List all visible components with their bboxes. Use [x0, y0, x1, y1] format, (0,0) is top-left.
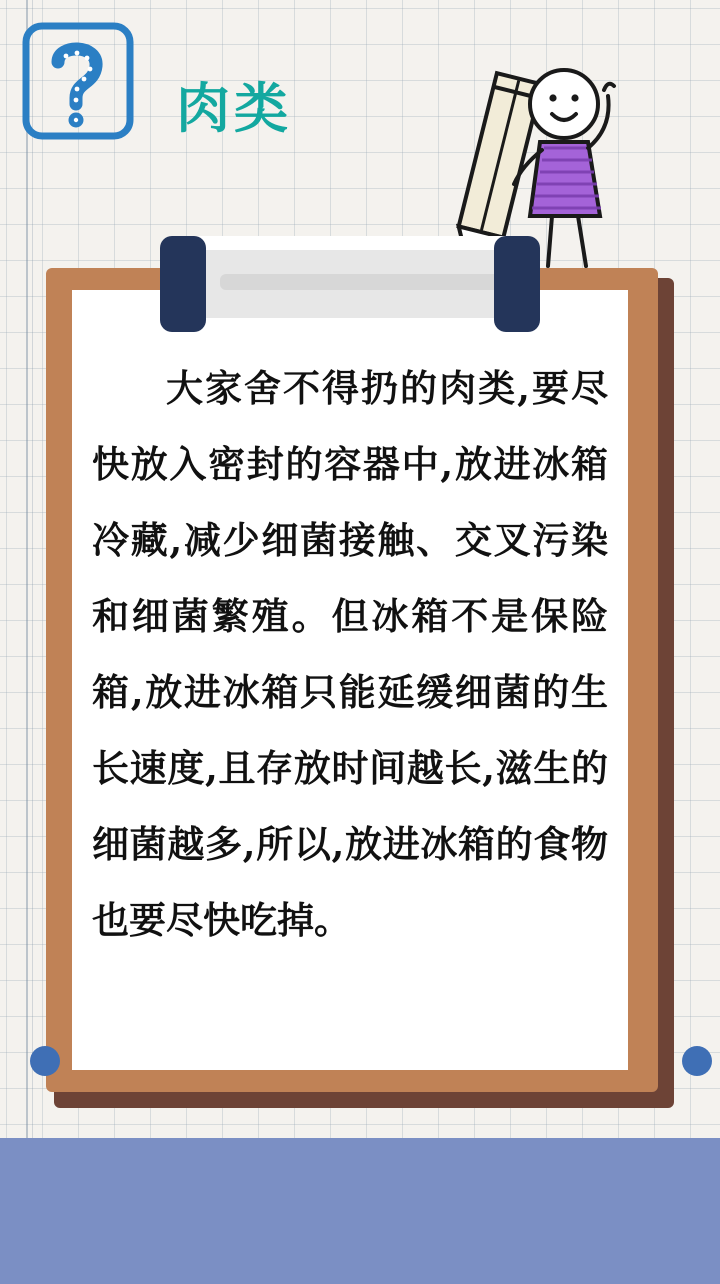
- pin-right: [682, 1046, 712, 1076]
- clip-corner-left: [160, 236, 206, 332]
- bottom-color-band: [0, 1138, 720, 1284]
- clip-bar: [160, 236, 540, 332]
- clip-corner-right: [494, 236, 540, 332]
- clip-slot: [220, 274, 508, 290]
- pin-left: [30, 1046, 60, 1076]
- page-title: 肉类: [176, 77, 292, 140]
- clipboard-clip: [160, 236, 540, 332]
- body-paragraph: 大家舍不得扔的肉类,要尽快放入密封的容器中,放进冰箱冷藏,减少细菌接触、交叉污染和细菌繁殖。但冰箱不是保险箱,放进冰箱只能延缓细菌的生长速度,且存放时间越长,滋生的细菌越多,所以,放进冰箱的食物也要尽快吃掉。: [92, 366, 608, 942]
- question-mark-badge-icon: [22, 22, 134, 140]
- notebook-margin-line-secondary: [32, 0, 33, 1284]
- notebook-margin-line: [26, 0, 28, 1284]
